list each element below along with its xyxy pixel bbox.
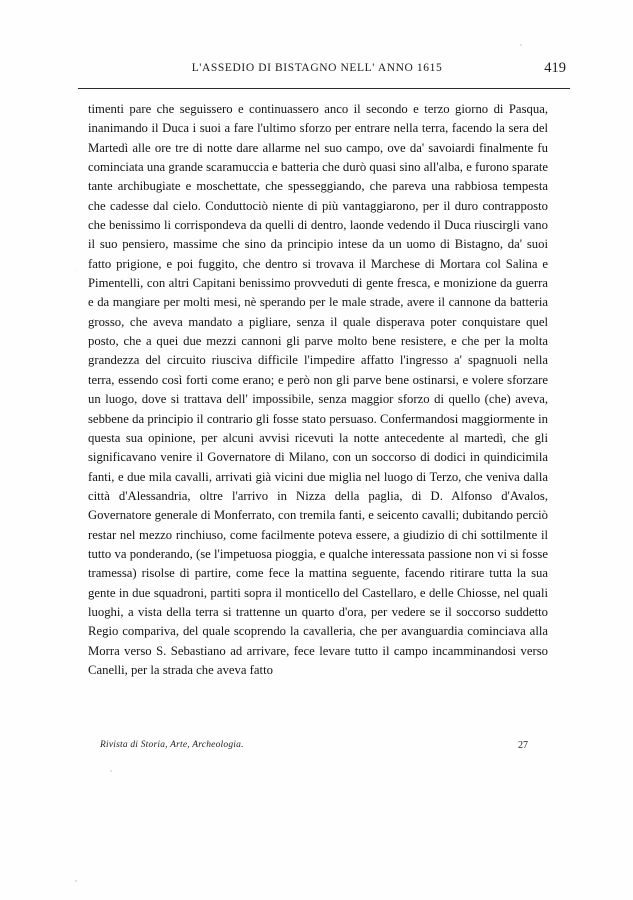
text-block-area	[62, 60, 572, 850]
page-footer	[88, 740, 570, 760]
paper-speck	[110, 770, 112, 772]
body-text	[88, 100, 548, 680]
running-head: L'ASSEDIO DI BISTAGNO NELL' ANNO 1615	[191, 62, 443, 74]
page-header	[62, 60, 572, 84]
paper-speck	[520, 44, 522, 46]
paper-speck	[75, 880, 77, 882]
signature-mark: 27	[518, 740, 528, 751]
body-paragraph: timenti pare che seguissero e continuassero anco il secondo e terzo giorno di Pasqua, inanimando il Duca i suoi a fare l'ultimo sforzo per entrare nella terra, facendo la sera del Martedì alle ore tre di notte dare allarme nel suo campo, ove da' savoiardi finalmente fu cominciata una grande scaramuccia e batteria che durò quasi sino all'alba, e furono sparate tante archibugiate e moschettate, che spesseggiando, che pareva una rabbiosa tempesta che cadesse dal cielo. Conduttociò niente di più vantaggiarono, per il duro contrapposto che benissimo li corrispondeva da quelli di dentro, laonde vedendo il Duca riuscirgli vano il suo pensiero, massime che sino da principio intese da un uomo di Bistagno, da' suoi fatto prigione, e poi fuggito, che dentro si trovava il Marchese di Mortara col Salina e Pimentelli, con altri Capitani benissimo provveduti di gente fresca, e monizione da guerra e da mangiare per molti mesi, nè sperando per le male strade, avere il cannone da batteria grosso, che aveva mandato a pigliare, senza il quale disperava poter conquistare quel posto, che a quei due mezzi cannoni gli parve molto bene resistere, e che per la molta grandezza del circuito riusciva difficile l'impedire affatto l'ingresso a' spagnuoli nella terra, essendo così forti come erano; e però non gli parve bene ostinarsi, e volere sforzare un luogo, dove si trattava dell' impossibile, senza maggior sforzo di quello (che) aveva, sebbene da principio il contrario gli fosse stato persuaso. Confermandosi maggiormente in questa sua opinione, per alcuni avvisi ricevuti la notte antecedente al martedì, che gli significavano venire il Governatore di Milano, con un soccorso di dodici in quindicimila fanti, e due mila cavalli, arrivati già vicini due miglia nel luogo di Terzo, che veniva dalla città d'Alessandria, oltre l'arrivo in Nizza della paglia, di D. Alfonso d'Avalos, Governatore generale di Monferrato, con tremila fanti, e seicento cavalli; dubitando perciò restar nel mezzo rinchiuso, come facilmente poteva essere, a giudizio di chi sottilmente il tutto va ponderando, (se l'impetuosa pioggia, e qualche interessata passione non vi si fosse tramessa) risolse di partire, come fece la mattina seguente, facendo ritirare tutta la sua gente in due squadroni, partiti sopra il monticello del Castellaro, e delle Chiosse, nel quali luoghi, a vista della terra si trattenne un quarto d'ora, per vedere se il soccorso suddetto Regio compariva, del quale scoprendo la cavalleria, che per avanguardia cominciava alla Morra verso S. Sebastiano ad arrivare, fece levare tutto il campo incamminandosi verso Canelli, per la strada che aveva fatto	[88, 102, 548, 677]
header-rule	[78, 88, 570, 89]
page-number: 419	[544, 60, 566, 76]
journal-imprint: Rivista di Storia, Arte, Archeologia.	[100, 740, 244, 750]
